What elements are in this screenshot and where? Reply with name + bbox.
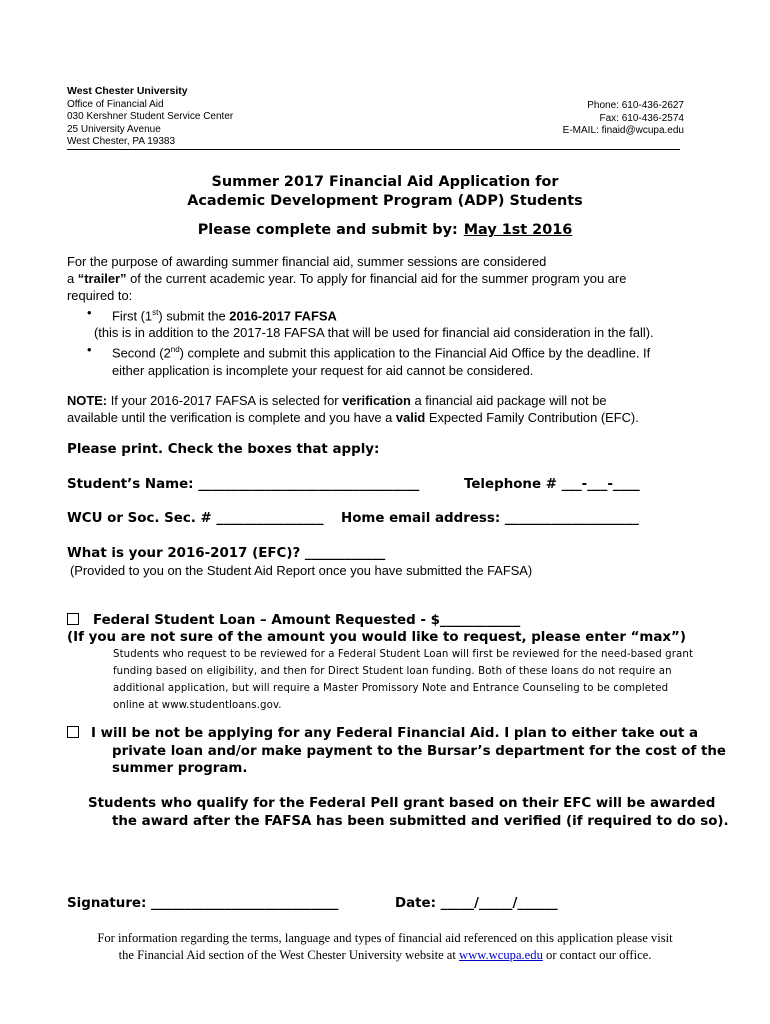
note-text: Expected Family Contribution (EFC). xyxy=(425,410,639,425)
no-aid-text: I will be not be applying for any Federal Financial Aid. I plan to either take out a private loan and/or make payment to the Bursar’s department for the cost of the summer program. xyxy=(91,726,727,776)
address-line: West Chester, PA 19383 xyxy=(67,136,176,147)
item-text: ) complete and submit this application to the Financial Aid Office by the deadline. If xyxy=(179,345,651,361)
bullet-icon: • xyxy=(87,305,92,320)
address-line: Office of Financial Aid xyxy=(67,98,164,110)
deadline-line xyxy=(0,222,770,238)
address-line: 030 Kershner Student Service Center xyxy=(67,111,234,122)
form-instructions: Please print. Check the boxes that apply: xyxy=(67,442,380,457)
no-aid-option xyxy=(67,725,752,778)
note-text: valid xyxy=(395,410,426,425)
list-item xyxy=(67,304,707,324)
efc-note: (Provided to you on the Student Aid Report once you have submitted the FAFSA) xyxy=(70,563,533,578)
student-name-field[interactable]: Student’s Name: _________________________________ xyxy=(67,477,420,492)
loan-amount-field[interactable]: Federal Student Loan – Amount Requested - $____________ xyxy=(93,613,521,628)
university-address-block xyxy=(67,85,233,149)
item-text: ) submit the xyxy=(158,308,230,324)
loan-instruction: (If you are not sure of the amount you would like to request, please enter “max”) xyxy=(67,630,686,645)
item-text: Second (2 xyxy=(112,345,171,361)
loan-details: Students who request to be reviewed for a Federal Student Loan will first be reviewed for the need-based grant funding based on eligibility, and then for Direct Student loan funding. Both of these loans do not require an additional application, but will require a Master Promissory Note and Entrance Counseling to be completed online at www.studentloans.gov. xyxy=(113,649,694,711)
ssn-field[interactable]: WCU or Soc. Sec. # ________________ xyxy=(67,511,324,526)
phone-number: Phone: 610-436-2627 xyxy=(587,100,684,111)
email-contact: E-MAIL: finaid@wcupa.edu xyxy=(562,125,684,136)
page-title xyxy=(0,173,770,211)
intro-line: For the purpose of awarding summer financial aid, summer sessions are considered xyxy=(67,254,547,269)
intro-text: a xyxy=(67,271,78,286)
note-text: verification xyxy=(342,393,411,408)
telephone-field[interactable]: Telephone # ___-___-____ xyxy=(464,477,640,492)
note-label: NOTE: xyxy=(67,393,108,408)
requirements-list xyxy=(67,304,707,379)
loan-option xyxy=(67,613,520,628)
intro-line: required to: xyxy=(67,288,133,303)
title-line-2: Academic Development Program (ADP) Students xyxy=(187,193,583,209)
footer-text: For information regarding the terms, language and types of financial aid referenced on this application please visit xyxy=(97,931,673,945)
header-divider xyxy=(67,149,680,150)
deadline-label: Please complete and submit by: xyxy=(197,222,458,238)
contact-block xyxy=(563,100,684,138)
note-text: a financial aid package will not be xyxy=(410,393,607,408)
ordinal-suffix: st xyxy=(152,308,159,317)
trailer-term: “trailer” xyxy=(77,271,127,286)
fax-number: Fax: 610-436-2574 xyxy=(599,112,684,124)
intro-paragraph xyxy=(67,253,707,304)
efc-field[interactable]: What is your 2016-2017 (EFC)? ____________ xyxy=(67,546,386,561)
footer-text: or contact our office. xyxy=(542,948,652,962)
fafsa-note: (this is in addition to the 2017-18 FAFSA that will be used for financial aid consideration in the fall). xyxy=(94,325,654,341)
verification-note xyxy=(67,392,707,426)
deadline-date: May 1st 2016 xyxy=(463,222,573,238)
list-item xyxy=(67,341,707,378)
note-text: If your 2016-2017 FAFSA is selected for xyxy=(107,393,343,408)
ordinal-suffix: nd xyxy=(170,345,180,355)
footer-text: the Financial Aid section of the West Chester University website at xyxy=(118,948,460,962)
date-field[interactable]: Date: _____/_____/______ xyxy=(395,896,558,911)
intro-line xyxy=(67,270,707,287)
loan-checkbox[interactable] xyxy=(67,613,79,625)
email-field[interactable]: Home email address: ____________________ xyxy=(341,511,639,526)
note-text: available until the verification is complete and you have a xyxy=(67,410,396,425)
intro-text: of the current academic year. To apply for financial aid for the summer program you are xyxy=(126,271,627,286)
address-line: 25 University Avenue xyxy=(67,123,161,135)
website-link[interactable]: www.wcupa.edu xyxy=(459,948,543,962)
signature-field[interactable]: Signature: ____________________________ xyxy=(67,896,339,911)
fafsa-year: 2016-2017 FAFSA xyxy=(229,308,337,324)
no-aid-checkbox[interactable] xyxy=(67,726,79,738)
university-name: West Chester University xyxy=(67,85,188,97)
footer-info xyxy=(60,930,710,964)
item-text: either application is incomplete your request for aid cannot be considered. xyxy=(112,362,534,378)
title-line-1: Summer 2017 Financial Aid Application for xyxy=(211,174,559,190)
bullet-icon: • xyxy=(87,342,92,358)
item-text: First (1 xyxy=(112,308,153,324)
pell-grant-notice: Students who qualify for the Federal Pell grant based on their EFC will be awarded the award after the FAFSA has been submitted and verified (if required to do so). xyxy=(88,796,729,829)
